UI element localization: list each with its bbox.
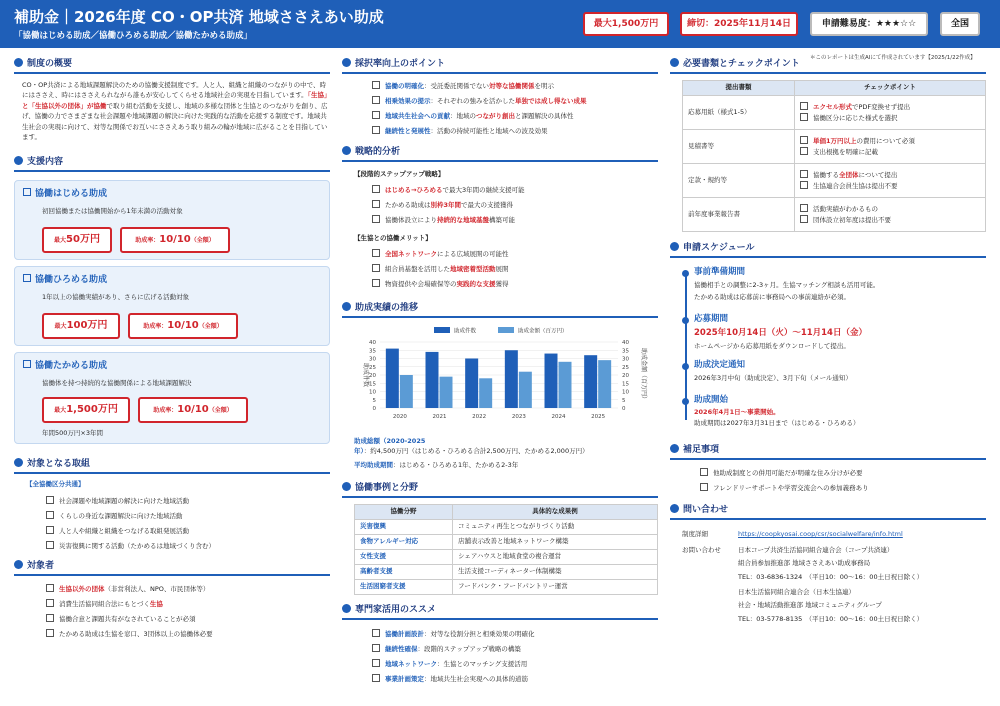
docs-heading: 必要書類とチェックポイント [670, 58, 800, 72]
support-desc: 協働体を持つ持続的な協働関係による地域課題解決 [42, 379, 192, 387]
people-icon [14, 560, 23, 569]
x-tick-label: 2023 [511, 414, 526, 420]
timeline-heading: 助成決定通知 [694, 360, 746, 370]
target-item: たかめる助成は生協を窓口、3団体以上の協働体必要 [46, 629, 213, 640]
contact-heading: 問い合わせ [670, 504, 728, 518]
bar [400, 375, 413, 408]
x-tick-label: 2021 [432, 414, 447, 420]
strategy-item: 組合員基盤を活用した地域密着型活動展開 [372, 264, 509, 275]
bar [465, 359, 478, 409]
table-header: 協働分野 [355, 505, 453, 520]
bar [505, 350, 518, 408]
support-name: 協働たかめる助成 [23, 360, 107, 374]
overview-heading: 制度の概要 [14, 58, 72, 72]
schedule-heading: 申請スケジュール [670, 242, 754, 256]
bar-chart-icon [342, 302, 351, 311]
contact-url-link[interactable]: https://coopkyosai.coop/csr/socialwelfare/info.html [738, 530, 903, 538]
page-title: 補助金｜2026年度 CO・OP共済 地域ささえあい助成 [14, 8, 384, 26]
activity-item: 人と人や組織と組織をつなげる取組発展活動 [46, 526, 189, 537]
point-item: 相乗効果の提示：それぞれの強みを活かした単独では成し得ない成果 [372, 96, 587, 107]
support-amount: 最大1,500万円 [42, 397, 130, 423]
legend-label: 助成金額（百万円） [518, 328, 568, 335]
timeline-dot [682, 270, 689, 277]
activities-common: 【全協働区分共通】 [26, 480, 85, 488]
support-desc: 1年以上の協働実績があり、さらに広げる活動対象 [42, 293, 190, 301]
strategy-item: 物資提供や会場確保等の実践的な支援獲得 [372, 279, 509, 290]
grant-results-chart [342, 322, 658, 430]
target-item: 消費生活協同組合法にもとづく生協 [46, 599, 163, 610]
y-axis-right-label: 助成金額（百万円） [640, 347, 647, 403]
activity-item: 社会課題や地域課題の解決に向けた地域活動 [46, 496, 189, 507]
bar [479, 378, 492, 408]
overview-text: CO・OP共済による地域課題解決のための協働支援制度です。人と人、組織と組織のつながりの中で、時にはささえ、時にはささえられながら誰もが安心してくらせる地域社会の実現を目指しています。「生協」と「生協以外の団体」が協働で取り組む活動を支援し、地域の多様な団体と生協とのつながりを創り、広げ、協働の力でさまざまな社会課題や地域課題の解決に向けた実践的な活動を応援する制度です。地域共生社会の実現に向けて、対等な関係でお互いにささえあう取り組みの輪が地域に広がることを目指しています。 [22, 81, 328, 141]
stats-total: 助成総額（2020-2025年）：約4,500万円（はじめる・ひろめる合計2,500万円、たかめる2,000万円） [354, 437, 589, 456]
bar [584, 355, 597, 408]
handshake-icon [14, 156, 23, 165]
strategy-item: たかめる助成は別枠3年間で最大の支援獲得 [372, 200, 513, 211]
table-row: 食物アレルギー対応 店舗表示改善と地域ネットワーク構築 [355, 535, 658, 550]
contact-dept: 組合員参加推進部 地域ささえあい助成事務局 [738, 559, 871, 567]
targets-heading: 対象者 [14, 560, 54, 574]
timeline-text: 2026年3月中旬（助成決定）、3月下旬（メール通知） [694, 374, 852, 382]
table-row: 災害復興 コミュニティ再生とつながりづくり活動 [355, 520, 658, 535]
support-rate: 助成率：10/10（全額） [138, 397, 248, 423]
calendar-icon [670, 242, 679, 251]
info-icon [670, 504, 679, 513]
strategy-heading: 戦略的分析 [342, 146, 400, 160]
docs-table [682, 80, 986, 232]
timeline-dot [682, 398, 689, 405]
extra-item: 他助成制度との併用可能だが明確な住み分けが必要 [700, 468, 863, 479]
y-tick-label: 25 [369, 364, 376, 371]
expert-icon [342, 604, 351, 613]
max-amount-badge: 最大1,500万円 [583, 12, 669, 36]
target-item: 協働合意と課題共有がなされていることが必須 [46, 614, 196, 625]
y-tick-label: 15 [369, 381, 376, 388]
contact-org: 日本生活協同組合連合会（日本生協連） [738, 588, 855, 596]
support-name: 協働ひろめる助成 [23, 274, 107, 288]
divider [342, 496, 658, 498]
strategy-group-title: 【生協との協働メリット】 [354, 234, 432, 242]
y-right-tick-label: 5 [622, 397, 626, 404]
x-tick-label: 2020 [392, 414, 407, 420]
legend-swatch [498, 327, 514, 333]
bar [440, 377, 453, 408]
support-panel-expand [14, 266, 330, 346]
contact-detail-label: 制度詳細 [682, 530, 708, 538]
deadline-badge: 締切：2025年11月14日 [680, 12, 798, 36]
contact-tel: TEL：03-5778-8135 （平日10：00～16：00土日祝日除く） [738, 615, 924, 623]
activity-item: 災害復興に関する活動（たかめるは地域づくり含む） [46, 541, 215, 552]
expert-item: 継続性確保：段階的ステップアップ戦略の構築 [372, 644, 521, 655]
legend-label: 助成件数 [454, 328, 477, 335]
cases-table [354, 504, 658, 595]
divider [14, 72, 330, 74]
x-tick-label: 2025 [591, 414, 606, 420]
y-axis-label: 助成件数 [362, 362, 369, 388]
x-tick-label: 2024 [551, 414, 566, 420]
support-desc: 初回協働または協働開始から1年未満の活動対象 [42, 207, 183, 215]
divider [14, 574, 330, 576]
y-right-tick-label: 0 [622, 406, 626, 412]
warning-icon [670, 444, 679, 453]
bar [519, 372, 532, 408]
support-heading: 支援内容 [14, 156, 63, 170]
table-row: 前年度事業報告書 活動実績がわかるもの 団体設立初年度は提出不要 [683, 198, 986, 232]
expert-item: 地域ネットワーク：生協とのマッチング支援活用 [372, 659, 527, 670]
difficulty-badge: 申請難易度：★★★☆☆ [810, 12, 928, 36]
timeline-heading: 応募期間 [694, 314, 729, 324]
table-row: 生活困窮者支援 フードバンク・フードパントリー運営 [355, 580, 658, 595]
divider [14, 170, 330, 172]
table-header: チェックポイント [795, 81, 986, 96]
contact-tel: TEL：03-6836-1324 （平日10：00～16：00土日祝日除く） [738, 573, 924, 581]
region-badge: 全国 [940, 12, 980, 36]
point-item: 地域共生社会への貢献：地域のつながり創出と課題解決の具体性 [372, 111, 574, 122]
table-row: 応募用紙（様式1-5） エクセル形式でPDF変換せず提出 協働区分に応じた様式を選択 [683, 96, 986, 130]
y-right-tick-label: 30 [622, 356, 629, 363]
divider [670, 72, 986, 74]
ai-note: ＊このレポートは生成AIにて作成されています【2025/1/22作成】 [810, 55, 976, 61]
divider [342, 618, 658, 620]
support-rate: 助成率：10/10（全額） [128, 313, 238, 339]
activity-item: くらしの身近な課題解決に向けた地域活動 [46, 511, 183, 522]
y-tick-label: 20 [369, 373, 376, 379]
target-item: 生協以外の団体（非営利法人、NPO、市民団体等） [46, 584, 209, 595]
info-icon [14, 58, 23, 67]
table-row: 見積書等 単価1万円以上の費用について必須 支出根拠を明確に記載 [683, 130, 986, 164]
y-tick-label: 35 [369, 348, 376, 355]
bar [386, 349, 399, 408]
support-amount: 最大100万円 [42, 313, 120, 339]
support-name: 協働はじめる助成 [23, 188, 107, 202]
bar [598, 360, 611, 408]
y-tick-label: 40 [369, 340, 376, 346]
divider [670, 518, 986, 520]
chart-icon [342, 146, 351, 155]
timeline-main: 2025年10月14日（火）～11月14日（金） [694, 328, 867, 338]
table-row: 女性支援 シェアハウスと地域食堂の複合運営 [355, 550, 658, 565]
divider [342, 72, 658, 74]
y-right-tick-label: 25 [622, 364, 629, 371]
chart-heading: 助成実績の推移 [342, 302, 418, 316]
bar [559, 362, 572, 408]
header-bar [0, 0, 1000, 48]
timeline-heading: 助成開始 [694, 395, 729, 405]
stats-period: 平均助成期間：はじめる・ひろめる1年、たかめる2-3年 [354, 461, 519, 469]
bar [545, 354, 558, 408]
experts-heading: 専門家活用のススメ [342, 604, 436, 618]
divider [342, 316, 658, 318]
team-icon [342, 482, 351, 491]
support-amount: 最大50万円 [42, 227, 112, 253]
points-heading: 採択率向上のポイント [342, 58, 445, 72]
contact-dept: 社会・地域活動推進部 地域コミュニティグループ [738, 601, 882, 609]
timeline-text: ホームページから応募用紙をダウンロードして提出。 [694, 342, 850, 350]
page-subtitle: 「協働はじめる助成／協働ひろめる助成／協働たかめる助成」 [14, 31, 253, 41]
y-tick-label: 5 [372, 397, 376, 404]
support-extra: 年間500万円×3年間 [42, 429, 103, 437]
divider [14, 472, 330, 474]
lightbulb-icon [342, 58, 351, 67]
extra-heading: 補足事項 [670, 444, 719, 458]
expert-item: 事業計画策定：地域共生社会実現への具体的道筋 [372, 674, 528, 685]
activities-heading: 対象となる取組 [14, 458, 90, 472]
x-tick-label: 2022 [472, 414, 487, 420]
timeline-text: 助成期間は2027年3月31日まで（はじめる・ひろめる） [694, 419, 860, 427]
document-icon [670, 58, 679, 67]
table-header: 具体的な成果例 [453, 505, 658, 520]
strategy-item: 協働体設立により持続的な地域基盤構築可能 [372, 215, 515, 226]
timeline-text: たかめる助成は応募前に事務局への事前連絡が必須。 [694, 293, 850, 301]
extra-item: フレンドリーサポートや学習交流会への参加義務あり [700, 483, 869, 494]
strategy-item: 全国ネットワークによる広域展開の可能性 [372, 249, 509, 260]
legend-swatch [434, 327, 450, 333]
timeline-heading: 事前準備期間 [694, 267, 746, 277]
y-right-tick-label: 10 [622, 389, 629, 396]
timeline-dot [682, 363, 689, 370]
contact-label: お問い合わせ [682, 546, 721, 554]
y-right-tick-label: 15 [622, 381, 629, 388]
point-item: 継続性と発展性：活動の持続可能性と地域への波及効果 [372, 126, 548, 137]
timeline-dot [682, 317, 689, 324]
support-rate: 助成率：10/10（全額） [120, 227, 230, 253]
strategy-item: はじめる→ひろめるで最大3年間の継続支援可能 [372, 185, 525, 196]
gear-icon [14, 458, 23, 467]
table-row: 定款・規約等 協働する全団体について提出 生協連合会員生協は提出不要 [683, 164, 986, 198]
expert-item: 協働計画設計：対等な役割分担と相乗効果の明確化 [372, 629, 535, 640]
support-panel-start [14, 180, 330, 260]
support-panel-deepen [14, 352, 330, 444]
strategy-group-title: 【段階的ステップアップ戦略】 [354, 170, 445, 178]
y-right-tick-label: 20 [622, 373, 629, 379]
timeline-text: 協働相手との調整に2-3ヶ月。生協マッチング相談も活用可能。 [694, 281, 880, 289]
cases-heading: 協働事例と分野 [342, 482, 418, 496]
table-header: 提出書類 [683, 81, 795, 96]
y-right-tick-label: 40 [622, 340, 629, 346]
timeline-start: 2026年4月1日～事業開始。 [694, 408, 780, 416]
bar [426, 352, 439, 408]
divider [670, 458, 986, 460]
table-row: 高齢者支援 生活支援コーディネーター体制構築 [355, 565, 658, 580]
contact-org: 日本コープ共済生活協同組合連合会（コープ共済連） [738, 546, 894, 554]
y-tick-label: 0 [372, 406, 376, 412]
divider [670, 256, 986, 258]
divider [342, 160, 658, 162]
y-right-tick-label: 35 [622, 348, 629, 355]
y-tick-label: 10 [369, 389, 376, 396]
y-tick-label: 30 [369, 356, 376, 363]
point-item: 協働の明確化：受託委託関係でない対等な協働関係を明示 [372, 81, 554, 92]
